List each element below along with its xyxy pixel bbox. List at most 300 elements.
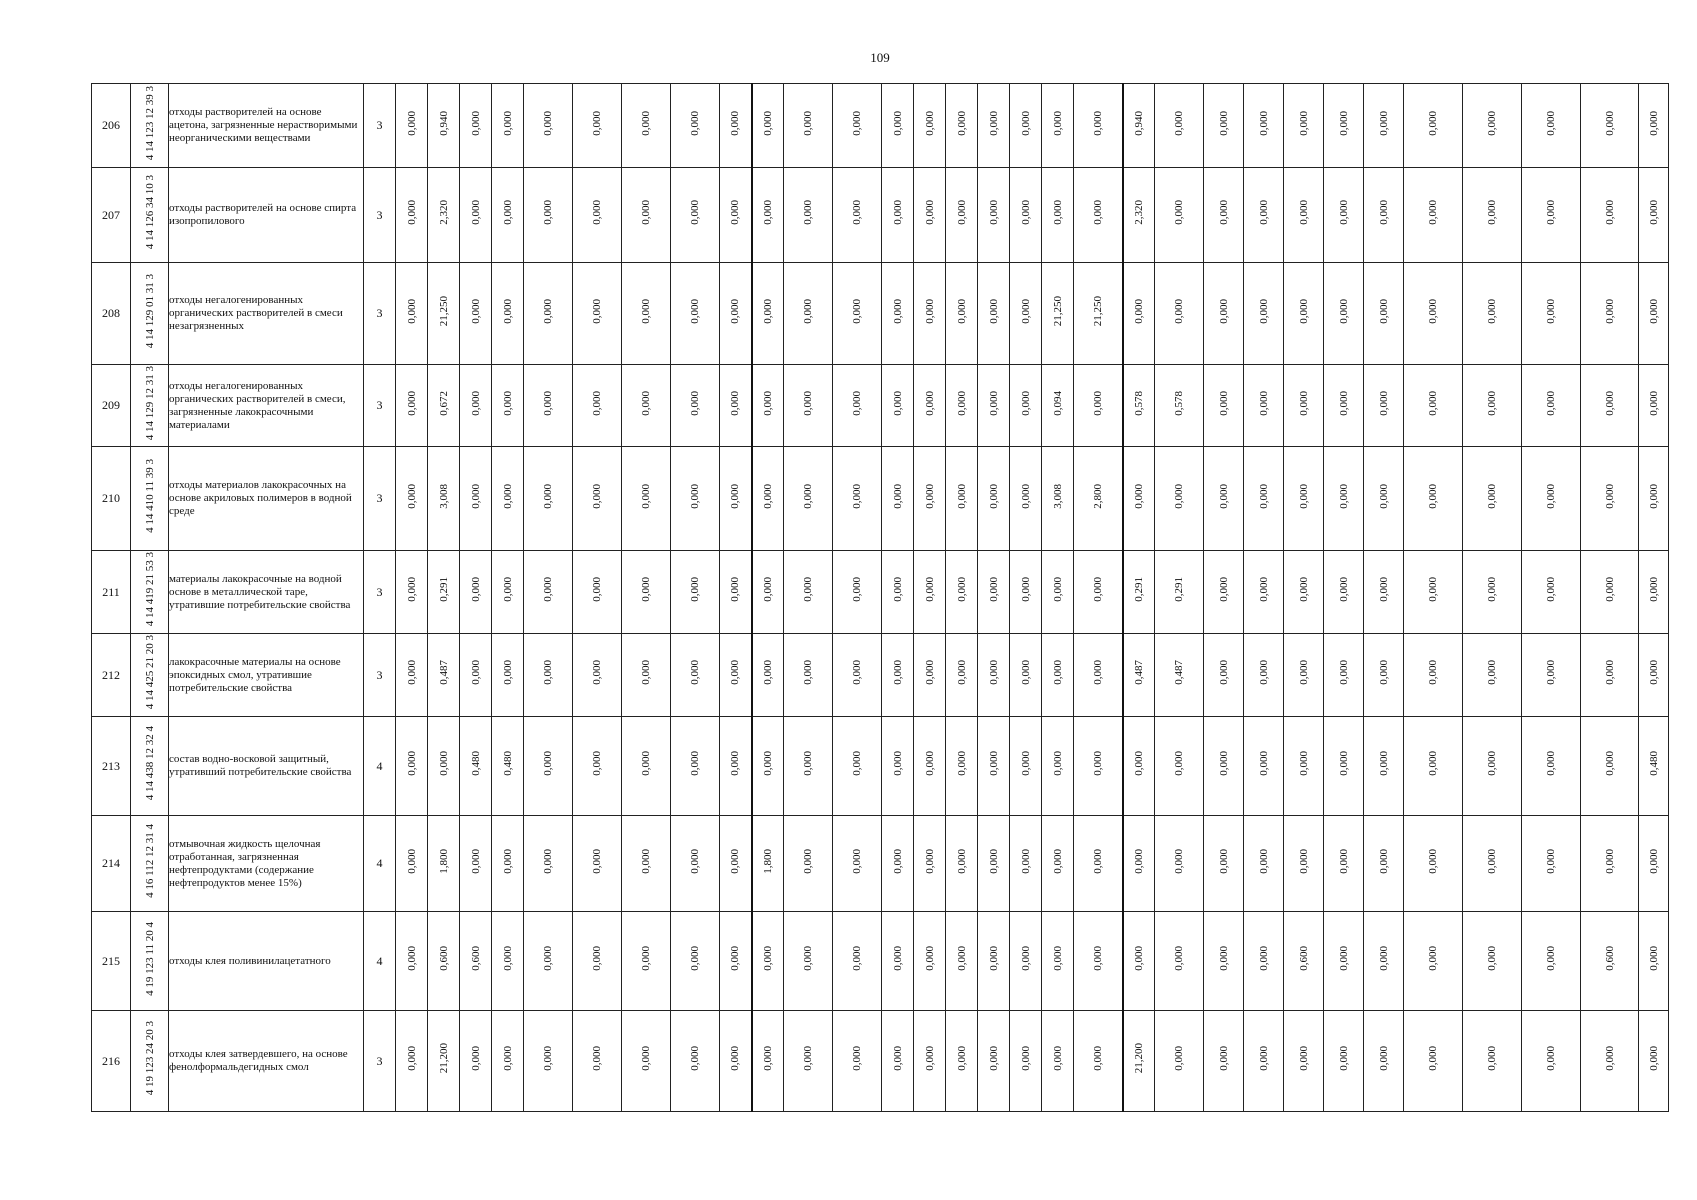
quantity-value: 0,000 bbox=[761, 660, 774, 685]
quantity-value: 0,000 bbox=[1051, 577, 1064, 602]
quantity-value: 0,000 bbox=[405, 200, 418, 225]
quantity-value: 0,000 bbox=[987, 848, 1000, 874]
quantity-value: 0,000 bbox=[923, 946, 936, 971]
quantity-value-cell bbox=[396, 717, 428, 816]
quantity-value-cell bbox=[1324, 365, 1364, 447]
quantity-value: 0,000 bbox=[542, 848, 554, 874]
quantity-value-cell bbox=[428, 447, 460, 551]
quantity-value: 0,000 bbox=[1603, 751, 1616, 776]
quantity-value-cell bbox=[720, 912, 752, 1011]
quantity-value: 0,000 bbox=[640, 577, 652, 602]
waste-code-cell bbox=[131, 84, 169, 168]
quantity-value-cell bbox=[720, 634, 752, 717]
quantity-value: 0,000 bbox=[1486, 390, 1498, 416]
row-number: 215 bbox=[92, 912, 131, 1011]
quantity-value-cell bbox=[1123, 84, 1155, 168]
quantity-value-cell bbox=[720, 263, 752, 365]
quantity-value: 0,000 bbox=[1545, 110, 1557, 136]
quantity-value: 0,000 bbox=[542, 200, 554, 225]
quantity-value-cell bbox=[882, 816, 914, 912]
quantity-value-cell bbox=[946, 1011, 978, 1112]
quantity-value-cell bbox=[1284, 551, 1324, 634]
quantity-value-cell bbox=[784, 551, 833, 634]
quantity-value-cell bbox=[946, 912, 978, 1011]
waste-code-cell bbox=[131, 912, 169, 1011]
quantity-value: 0,000 bbox=[1545, 483, 1557, 509]
quantity-value: 0,000 bbox=[891, 200, 904, 225]
quantity-value: 0,000 bbox=[923, 577, 936, 602]
quantity-value-cell bbox=[573, 816, 622, 912]
quantity-value: 0,000 bbox=[1337, 483, 1350, 509]
quantity-value: 0,000 bbox=[955, 1046, 968, 1071]
quantity-value-cell bbox=[1244, 816, 1284, 912]
quantity-value-cell bbox=[492, 263, 524, 365]
quantity-value: 0,000 bbox=[469, 110, 482, 136]
quantity-value: 0,000 bbox=[405, 946, 418, 971]
waste-code-cell bbox=[131, 365, 169, 447]
quantity-value: 0,000 bbox=[591, 577, 603, 602]
quantity-value: 0,000 bbox=[689, 110, 701, 136]
quantity-value-cell bbox=[1324, 447, 1364, 551]
quantity-value-cell bbox=[978, 912, 1010, 1011]
quantity-value: 3,008 bbox=[437, 483, 450, 509]
quantity-value-cell bbox=[460, 816, 492, 912]
waste-name: состав водно-восковой защитный, утративший потребительские свойства bbox=[169, 717, 364, 816]
quantity-value-cell bbox=[1204, 447, 1244, 551]
quantity-value-cell bbox=[752, 717, 784, 816]
quantity-value-cell bbox=[622, 1011, 671, 1112]
quantity-value: 0,000 bbox=[761, 577, 774, 602]
waste-name: отмывочная жидкость щелочная отработанная, загрязненная нефтепродуктами (содержание нефтепродуктов менее 15%) bbox=[169, 816, 364, 912]
quantity-value: 0,000 bbox=[1297, 200, 1310, 225]
hazard-class: 3 bbox=[364, 168, 396, 263]
quantity-value: 0,000 bbox=[1257, 298, 1270, 324]
quantity-value-cell bbox=[1522, 912, 1581, 1011]
quantity-value-cell bbox=[428, 168, 460, 263]
quantity-value: 0,000 bbox=[689, 1046, 701, 1071]
quantity-value-cell bbox=[1244, 912, 1284, 1011]
quantity-value: 0,000 bbox=[987, 577, 1000, 602]
quantity-value-cell bbox=[1404, 551, 1463, 634]
quantity-value: 0,000 bbox=[1297, 390, 1310, 416]
quantity-value-cell bbox=[1284, 447, 1324, 551]
quantity-value: 0,000 bbox=[542, 751, 554, 776]
quantity-value: 0,000 bbox=[1091, 751, 1104, 776]
quantity-value: 0,000 bbox=[1603, 483, 1616, 509]
quantity-value: 0,000 bbox=[1337, 298, 1350, 324]
quantity-value-cell bbox=[622, 634, 671, 717]
quantity-value: 0,000 bbox=[1337, 1046, 1350, 1071]
quantity-value: 0,000 bbox=[689, 946, 701, 971]
quantity-value-cell bbox=[914, 912, 946, 1011]
quantity-value: 0,000 bbox=[1217, 483, 1230, 509]
quantity-value: 0,000 bbox=[1603, 390, 1616, 416]
quantity-value: 0,000 bbox=[1337, 577, 1350, 602]
quantity-value-cell bbox=[492, 551, 524, 634]
quantity-value-cell bbox=[1204, 551, 1244, 634]
quantity-value: 0,000 bbox=[640, 751, 652, 776]
quantity-value-cell bbox=[1244, 551, 1284, 634]
quantity-value-cell bbox=[524, 447, 573, 551]
quantity-value: 0,000 bbox=[591, 660, 603, 685]
table-row bbox=[92, 84, 1669, 168]
quantity-value: 0,000 bbox=[851, 298, 863, 324]
quantity-value: 0,000 bbox=[1091, 110, 1104, 136]
quantity-value: 0,000 bbox=[1486, 577, 1498, 602]
quantity-value-cell bbox=[492, 447, 524, 551]
quantity-value-cell bbox=[1284, 168, 1324, 263]
quantity-value-cell bbox=[524, 717, 573, 816]
quantity-value: 0,000 bbox=[923, 848, 936, 874]
quantity-value-cell bbox=[671, 168, 720, 263]
quantity-value-cell bbox=[492, 1011, 524, 1112]
quantity-value-cell bbox=[573, 717, 622, 816]
quantity-value: 0,000 bbox=[1647, 298, 1660, 324]
quantity-value: 0,000 bbox=[1297, 751, 1310, 776]
quantity-value: 0,000 bbox=[1377, 200, 1390, 225]
quantity-value: 0,000 bbox=[640, 483, 652, 509]
quantity-value-cell bbox=[946, 717, 978, 816]
quantity-value-cell bbox=[720, 816, 752, 912]
quantity-value: 0,000 bbox=[1337, 660, 1350, 685]
waste-code: 4 19 123 24 20 3 bbox=[143, 1021, 156, 1096]
quantity-value: 0,000 bbox=[1051, 751, 1064, 776]
quantity-value: 0,000 bbox=[1545, 390, 1557, 416]
quantity-value-cell bbox=[1155, 551, 1204, 634]
quantity-value-cell bbox=[1284, 912, 1324, 1011]
quantity-value: 0,000 bbox=[851, 1046, 863, 1071]
quantity-value-cell bbox=[1581, 1011, 1639, 1112]
quantity-value-cell bbox=[752, 263, 784, 365]
quantity-value: 0,000 bbox=[1132, 483, 1145, 509]
quantity-value-cell bbox=[1324, 717, 1364, 816]
quantity-value: 0,000 bbox=[1132, 751, 1145, 776]
quantity-value: 0,000 bbox=[761, 200, 774, 225]
quantity-value-cell bbox=[1010, 168, 1042, 263]
quantity-value-cell bbox=[622, 365, 671, 447]
quantity-value-cell bbox=[978, 84, 1010, 168]
quantity-value: 0,000 bbox=[802, 577, 814, 602]
quantity-value-cell bbox=[1364, 1011, 1404, 1112]
quantity-value: 0,000 bbox=[1257, 577, 1270, 602]
quantity-value-cell bbox=[1204, 1011, 1244, 1112]
quantity-value: 0,000 bbox=[1337, 848, 1350, 874]
quantity-value: 0,000 bbox=[1257, 660, 1270, 685]
quantity-value-cell bbox=[1284, 263, 1324, 365]
quantity-value-cell bbox=[1522, 447, 1581, 551]
quantity-value-cell bbox=[1463, 263, 1522, 365]
quantity-value: 2,320 bbox=[1132, 200, 1145, 225]
quantity-value: 0,000 bbox=[542, 946, 554, 971]
quantity-value-cell bbox=[1155, 168, 1204, 263]
quantity-value: 0,000 bbox=[1486, 946, 1498, 971]
quantity-value-cell bbox=[1074, 263, 1123, 365]
quantity-value-cell bbox=[1581, 816, 1639, 912]
quantity-value-cell bbox=[1155, 84, 1204, 168]
quantity-value-cell bbox=[671, 1011, 720, 1112]
quantity-value-cell bbox=[671, 551, 720, 634]
quantity-value-cell bbox=[1042, 912, 1074, 1011]
waste-code-cell bbox=[131, 1011, 169, 1112]
quantity-value-cell bbox=[1404, 717, 1463, 816]
quantity-value-cell bbox=[622, 263, 671, 365]
quantity-value: 0,480 bbox=[501, 751, 514, 776]
quantity-value-cell bbox=[460, 168, 492, 263]
waste-code-cell bbox=[131, 551, 169, 634]
quantity-value-cell bbox=[978, 447, 1010, 551]
quantity-value-cell bbox=[1284, 1011, 1324, 1112]
quantity-value-cell bbox=[914, 84, 946, 168]
quantity-value-cell bbox=[720, 551, 752, 634]
waste-name: отходы клея затвердевшего, на основе фенолформальдегидных смол bbox=[169, 1011, 364, 1112]
quantity-value: 0,000 bbox=[1132, 848, 1145, 874]
quantity-value: 0,000 bbox=[1173, 1046, 1185, 1071]
quantity-value: 0,000 bbox=[1091, 848, 1104, 874]
quantity-value: 0,000 bbox=[761, 946, 774, 971]
quantity-value: 0,000 bbox=[1217, 848, 1230, 874]
quantity-value-cell bbox=[492, 816, 524, 912]
quantity-value-cell bbox=[1123, 816, 1155, 912]
quantity-value-cell bbox=[1463, 168, 1522, 263]
quantity-value: 0,000 bbox=[1337, 946, 1350, 971]
quantity-value-cell bbox=[882, 912, 914, 1011]
quantity-value: 0,000 bbox=[437, 751, 450, 776]
quantity-value: 0,000 bbox=[955, 483, 968, 509]
waste-code-cell bbox=[131, 816, 169, 912]
quantity-value-cell bbox=[784, 634, 833, 717]
quantity-value-cell bbox=[622, 551, 671, 634]
quantity-value: 0,000 bbox=[1647, 110, 1660, 136]
quantity-value-cell bbox=[1463, 447, 1522, 551]
quantity-value-cell bbox=[1074, 816, 1123, 912]
table-row bbox=[92, 168, 1669, 263]
quantity-value: 0,000 bbox=[1647, 577, 1660, 602]
quantity-value: 2,800 bbox=[1091, 483, 1104, 509]
waste-code: 4 14 438 12 32 4 bbox=[143, 726, 156, 801]
quantity-value-cell bbox=[1123, 168, 1155, 263]
quantity-value: 0,000 bbox=[1173, 848, 1185, 874]
quantity-value: 0,000 bbox=[802, 483, 814, 509]
quantity-value: 0,000 bbox=[689, 577, 701, 602]
quantity-value: 0,000 bbox=[405, 751, 418, 776]
quantity-value-cell bbox=[573, 263, 622, 365]
quantity-value: 0,000 bbox=[1486, 298, 1498, 324]
quantity-value-cell bbox=[1522, 551, 1581, 634]
quantity-value-cell bbox=[1074, 365, 1123, 447]
waste-code-cell bbox=[131, 447, 169, 551]
quantity-value: 0,000 bbox=[1337, 390, 1350, 416]
quantity-value: 0,000 bbox=[1019, 848, 1032, 874]
quantity-value-cell bbox=[1324, 84, 1364, 168]
quantity-value-cell bbox=[622, 168, 671, 263]
quantity-value-cell bbox=[428, 365, 460, 447]
quantity-value-cell bbox=[671, 447, 720, 551]
quantity-value-cell bbox=[460, 912, 492, 1011]
quantity-value-cell bbox=[428, 816, 460, 912]
quantity-value: 0,578 bbox=[1173, 390, 1185, 416]
quantity-value-cell bbox=[524, 816, 573, 912]
quantity-value: 0,000 bbox=[1647, 946, 1660, 971]
quantity-value-cell bbox=[1463, 1011, 1522, 1112]
quantity-value: 0,000 bbox=[689, 848, 701, 874]
quantity-value-cell bbox=[1244, 365, 1284, 447]
quantity-value-cell bbox=[1522, 717, 1581, 816]
quantity-value: 0,600 bbox=[469, 946, 482, 971]
waste-code: 4 16 112 12 31 4 bbox=[143, 824, 156, 898]
quantity-value: 0,000 bbox=[1051, 110, 1064, 136]
quantity-value: 0,000 bbox=[1217, 390, 1230, 416]
quantity-value-cell bbox=[492, 168, 524, 263]
quantity-value: 0,000 bbox=[1217, 660, 1230, 685]
quantity-value: 0,000 bbox=[501, 200, 514, 225]
quantity-value-cell bbox=[1639, 1011, 1669, 1112]
quantity-value-cell bbox=[1324, 816, 1364, 912]
quantity-value-cell bbox=[524, 263, 573, 365]
quantity-value: 0,000 bbox=[1603, 1046, 1616, 1071]
quantity-value-cell bbox=[1074, 447, 1123, 551]
quantity-value: 0,000 bbox=[469, 298, 482, 324]
quantity-value-cell bbox=[396, 634, 428, 717]
quantity-value: 0,000 bbox=[542, 1046, 554, 1071]
quantity-value-cell bbox=[978, 551, 1010, 634]
quantity-value: 0,000 bbox=[851, 200, 863, 225]
quantity-value: 0,000 bbox=[1091, 390, 1104, 416]
quantity-value-cell bbox=[1581, 717, 1639, 816]
quantity-value: 0,000 bbox=[1647, 660, 1660, 685]
quantity-value: 21,200 bbox=[1132, 1043, 1145, 1074]
hazard-class: 3 bbox=[364, 365, 396, 447]
quantity-value: 0,000 bbox=[640, 200, 652, 225]
quantity-value: 0,000 bbox=[1257, 390, 1270, 416]
waste-name: отходы негалогенированных органических растворителей в смеси незагрязненных bbox=[169, 263, 364, 365]
quantity-value-cell bbox=[1155, 447, 1204, 551]
quantity-value-cell bbox=[1042, 447, 1074, 551]
quantity-value: 0,000 bbox=[802, 390, 814, 416]
quantity-value-cell bbox=[1324, 168, 1364, 263]
hazard-class: 3 bbox=[364, 84, 396, 168]
quantity-value-cell bbox=[1404, 1011, 1463, 1112]
waste-name: отходы растворителей на основе спирта изопропилового bbox=[169, 168, 364, 263]
quantity-value: 0,000 bbox=[501, 390, 514, 416]
quantity-value-cell bbox=[1204, 912, 1244, 1011]
quantity-value-cell bbox=[1404, 912, 1463, 1011]
quantity-value-cell bbox=[573, 551, 622, 634]
quantity-value-cell bbox=[1204, 84, 1244, 168]
quantity-value-cell bbox=[524, 365, 573, 447]
quantity-value: 3,008 bbox=[1051, 483, 1064, 509]
quantity-value-cell bbox=[720, 168, 752, 263]
quantity-value-cell bbox=[833, 168, 882, 263]
quantity-value: 0,000 bbox=[955, 660, 968, 685]
quantity-value-cell bbox=[428, 263, 460, 365]
quantity-value-cell bbox=[978, 263, 1010, 365]
quantity-value-cell bbox=[1010, 84, 1042, 168]
quantity-value-cell bbox=[752, 447, 784, 551]
quantity-value: 0,000 bbox=[802, 298, 814, 324]
quantity-value-cell bbox=[1284, 365, 1324, 447]
quantity-value-cell bbox=[752, 1011, 784, 1112]
quantity-value: 0,487 bbox=[1173, 660, 1185, 685]
quantity-value-cell bbox=[1284, 717, 1324, 816]
quantity-value: 0,000 bbox=[1545, 848, 1557, 874]
quantity-value: 0,000 bbox=[851, 848, 863, 874]
quantity-value: 0,000 bbox=[1019, 298, 1032, 324]
quantity-value: 0,000 bbox=[1427, 946, 1439, 971]
quantity-value: 0,000 bbox=[955, 110, 968, 136]
quantity-value: 0,000 bbox=[469, 200, 482, 225]
quantity-value: 0,000 bbox=[1377, 110, 1390, 136]
quantity-value: 0,600 bbox=[1297, 946, 1310, 971]
row-number: 210 bbox=[92, 447, 131, 551]
quantity-value: 0,000 bbox=[405, 660, 418, 685]
quantity-value-cell bbox=[460, 84, 492, 168]
quantity-value-cell bbox=[784, 447, 833, 551]
quantity-value-cell bbox=[1463, 551, 1522, 634]
quantity-value: 0,000 bbox=[469, 660, 482, 685]
quantity-value-cell bbox=[1639, 84, 1669, 168]
quantity-value: 0,000 bbox=[761, 110, 774, 136]
quantity-value-cell bbox=[428, 1011, 460, 1112]
quantity-value: 0,000 bbox=[405, 390, 418, 416]
quantity-value-cell bbox=[524, 168, 573, 263]
quantity-value: 0,000 bbox=[1427, 577, 1439, 602]
waste-code: 4 14 126 34 10 3 bbox=[143, 175, 156, 250]
quantity-value-cell bbox=[1581, 365, 1639, 447]
quantity-value: 0,000 bbox=[955, 298, 968, 324]
quantity-value-cell bbox=[1010, 263, 1042, 365]
quantity-value: 0,000 bbox=[1377, 660, 1390, 685]
quantity-value: 0,000 bbox=[640, 110, 652, 136]
row-number: 216 bbox=[92, 1011, 131, 1112]
quantity-value-cell bbox=[622, 447, 671, 551]
quantity-value: 0,000 bbox=[1217, 577, 1230, 602]
quantity-value-cell bbox=[1522, 168, 1581, 263]
quantity-value: 21,250 bbox=[1051, 295, 1064, 327]
quantity-value: 0,000 bbox=[923, 298, 936, 324]
quantity-value: 21,250 bbox=[1091, 295, 1104, 327]
quantity-value: 0,000 bbox=[987, 200, 1000, 225]
quantity-value-cell bbox=[1042, 717, 1074, 816]
row-number: 212 bbox=[92, 634, 131, 717]
quantity-value-cell bbox=[1074, 634, 1123, 717]
quantity-value-cell bbox=[396, 1011, 428, 1112]
hazard-class: 3 bbox=[364, 263, 396, 365]
quantity-value-cell bbox=[833, 816, 882, 912]
quantity-value-cell bbox=[1324, 551, 1364, 634]
quantity-value: 0,000 bbox=[1603, 660, 1616, 685]
quantity-value: 0,000 bbox=[1217, 200, 1230, 225]
quantity-value-cell bbox=[671, 634, 720, 717]
quantity-value: 0,000 bbox=[591, 110, 603, 136]
quantity-value: 0,000 bbox=[1377, 298, 1390, 324]
quantity-value-cell bbox=[1522, 1011, 1581, 1112]
quantity-value: 0,000 bbox=[955, 848, 968, 874]
quantity-value-cell bbox=[784, 263, 833, 365]
quantity-value-cell bbox=[1364, 816, 1404, 912]
quantity-value-cell bbox=[946, 816, 978, 912]
quantity-value-cell bbox=[573, 365, 622, 447]
quantity-value: 0,000 bbox=[1545, 751, 1557, 776]
quantity-value: 0,000 bbox=[761, 298, 774, 324]
quantity-value: 0,000 bbox=[405, 577, 418, 602]
quantity-value: 0,000 bbox=[1257, 751, 1270, 776]
quantity-value: 0,000 bbox=[1019, 577, 1032, 602]
quantity-value-cell bbox=[1581, 263, 1639, 365]
quantity-value-cell bbox=[1404, 365, 1463, 447]
quantity-value-cell bbox=[1639, 816, 1669, 912]
hazard-class: 4 bbox=[364, 816, 396, 912]
quantity-value: 0,000 bbox=[761, 1046, 774, 1071]
